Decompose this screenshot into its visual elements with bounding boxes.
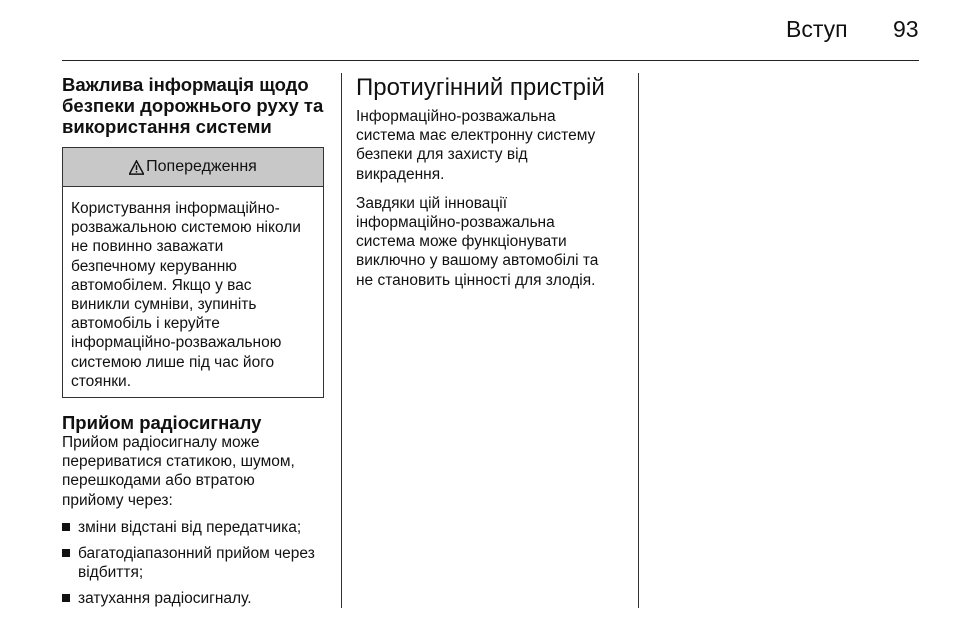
list-item: затухання радіосигналу. [62,589,324,608]
anti-theft-heading: Протиугінний пристрій [356,74,605,101]
radio-bullet-list [62,518,324,609]
page-number: 93 [893,16,919,42]
column-divider [341,73,342,608]
anti-theft-para-1: Інформаційно-розважальна система має електронну систему безпеки для захисту від викрадення. [356,108,596,183]
radio-intro: Прийом радіосигналу може перериватися статикою, шумом, перешкодами або втратою прийому через: [62,434,295,509]
warning-triangle-icon [129,160,144,175]
warning-box [62,147,324,398]
middle-column [356,74,620,300]
safety-heading: Важлива інформація щодо безпеки дорожнього руху та використання системи [62,74,324,137]
radio-section [62,412,324,609]
bullet-square-icon [62,594,70,602]
bullet-square-icon [62,523,70,531]
list-item: багатодіапазонний прийом через відбиття; [62,544,324,582]
column-divider [638,73,639,608]
header-rule [62,60,919,61]
warning-header [63,148,323,187]
anti-theft-para-2: Завдяки цій інновації інформаційно-розважальна система може функціонувати виключно у вашому автомобілі та не становить цінності для злодія. [356,194,599,289]
warning-text: Користування інформаційно- розважальною системою ніколи не повинно заважати безпечному керуванню автомобілем. Якщо у вас виникли сумніви, зупиніть автомобіль і керуйте інформаційно-розважальною системою лише під час його стоянки. [71,200,301,390]
list-item: зміни відстані від передатчика; [62,518,324,537]
section-title: Вступ [786,16,848,42]
left-column [62,74,324,616]
bullet-square-icon [62,549,70,557]
page-header [0,0,960,62]
warning-title: Попередження [146,158,257,175]
radio-heading: Прийом радіосигналу [62,412,262,434]
